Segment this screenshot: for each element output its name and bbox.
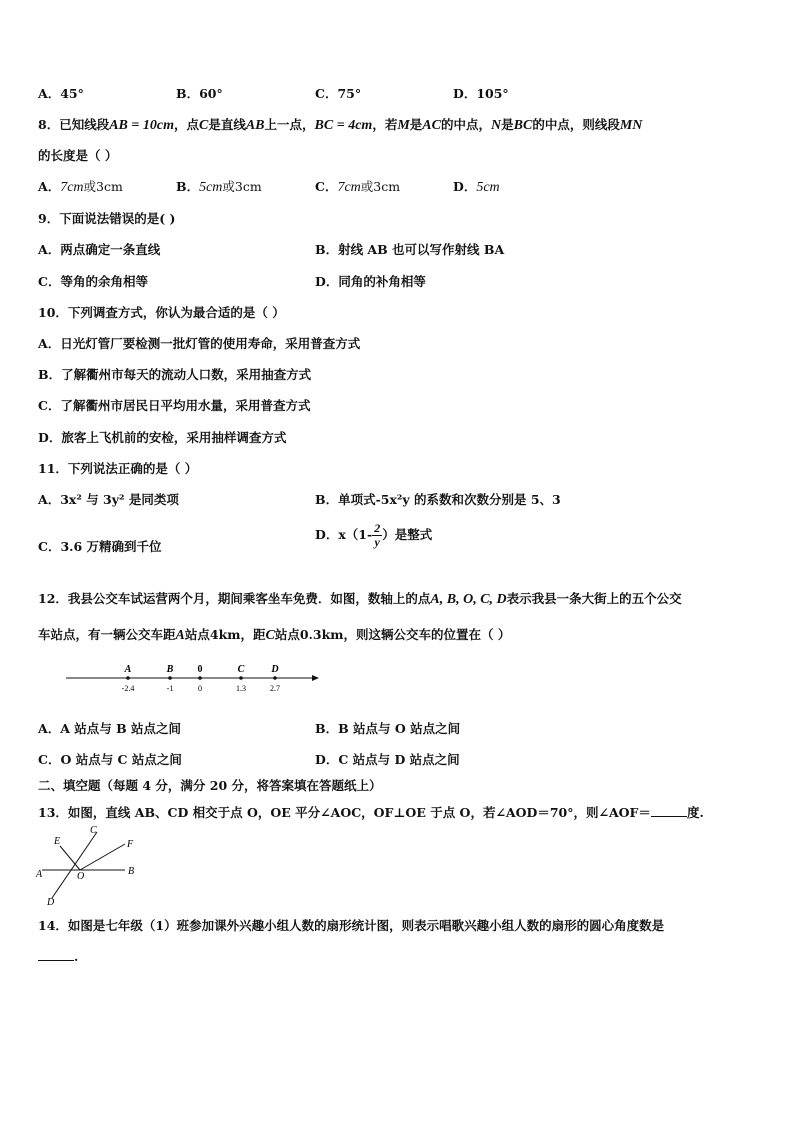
svg-text:O: O — [77, 871, 85, 882]
q8-option-d: D．5cm — [453, 179, 500, 195]
answer-blank — [651, 806, 687, 817]
svg-text:0: 0 — [198, 684, 202, 693]
q11-option-b: B．单项式-5x²y 的系数和次数分别是 5、3 — [315, 492, 561, 507]
q13-intersecting-lines-figure — [30, 822, 150, 908]
q8-stem-line2: 的长度是（ ） — [38, 148, 118, 163]
q9-option-c: C．等角的余角相等 — [38, 274, 148, 289]
q8-option-c: C．7cm或3cm — [315, 179, 401, 195]
fraction-2-over-y: $\frac{2}{y}$ — [374, 521, 381, 549]
svg-text:C: C — [90, 825, 97, 836]
q14-stem: 14．如图是七年级（1）班参加课外兴趣小组人数的扇形统计图，则表示唱歌兴趣小组人数的扇形的圆心角度数是 — [38, 918, 665, 933]
svg-text:C: C — [237, 664, 245, 675]
svg-text:A: A — [124, 664, 132, 675]
svg-text:D: D — [47, 897, 55, 908]
q9-option-d: D．同角的补角相等 — [315, 274, 426, 289]
section-heading-fill-in: 二、填空题（每题 4 分，满分 20 分，将答案填在答题纸上） — [38, 778, 382, 793]
ray-oe — [60, 846, 80, 870]
q10-option-a: A．日光灯管厂要检测一批灯管的使用寿命，采用普查方式 — [38, 336, 361, 351]
q12-option-a: A．A 站点与 B 站点之间 — [38, 721, 182, 736]
svg-text:2.7: 2.7 — [270, 684, 280, 693]
q12-option-d: D．C 站点与 D 站点之间 — [315, 752, 460, 767]
q14-answer-line: . — [38, 949, 78, 964]
svg-text:-2.4: -2.4 — [121, 684, 135, 693]
q9-option-b: B．射线 AB 也可以写作射线 BA — [315, 242, 505, 257]
svg-text:B: B — [128, 866, 135, 877]
q10-option-d: D．旅客上飞机前的安检，采用抽样调查方式 — [38, 430, 287, 445]
svg-text:0: 0 — [197, 664, 203, 675]
q7-option-c: C．75° — [315, 86, 362, 101]
q13-stem: 13．如图，直线 AB、CD 相交于点 O，OE 平分∠AOC，OF⊥OE 于点 O，若∠AOD＝70°，则∠AOF＝ 度. — [38, 805, 704, 820]
q11-option-a: A．3x² 与 3y² 是同类项 — [38, 492, 179, 507]
q10-stem: 10．下列调查方式，你认为最合适的是（ ） — [38, 305, 285, 320]
q7-option-d: D．105° — [453, 86, 509, 101]
svg-text:B: B — [166, 664, 174, 675]
number-line-figure — [60, 658, 322, 698]
q8-option-a: A．7cm或3cm — [38, 179, 123, 195]
q8-stem-line1: 8．已知线段AB = 10cm，点C是直线AB上一点，BC = 4cm，若M是AC的中点，N是BC的中点，则线段MN — [38, 117, 643, 133]
q12-option-c: C．O 站点与 C 站点之间 — [38, 752, 182, 767]
q11-stem: 11．下列说法正确的是（ ） — [38, 461, 198, 476]
q12-stem-line2: 车站点，有一辆公交车距A站点4km，距C站点0.3km，则这辆公交车的位置在（ ） — [38, 627, 511, 643]
q9-option-a: A．两点确定一条直线 — [38, 242, 161, 257]
q12-stem-line1: 12．我县公交车试运营两个月，期间乘客坐车免费．如图，数轴上的点A, B, O, C, D表示我县一条大街上的五个公交 — [38, 591, 682, 607]
svg-text:A: A — [36, 869, 43, 880]
q11-option-c: C．3.6 万精确到千位 — [38, 539, 162, 554]
svg-text:1.3: 1.3 — [236, 684, 246, 693]
q10-option-b: B．了解衢州市每天的流动人口数，采用抽查方式 — [38, 367, 312, 382]
q10-option-c: C．了解衢州市居民日平均用水量，采用普查方式 — [38, 398, 311, 413]
q11-option-d: D．x（1- $\frac{2}{y}$ ）是整式 — [315, 521, 433, 549]
q7-option-b: B．60° — [176, 86, 223, 101]
q12-option-b: B．B 站点与 O 站点之间 — [315, 721, 461, 736]
answer-blank — [38, 950, 74, 961]
q9-stem: 9．下面说法错误的是( ) — [38, 211, 176, 226]
svg-text:D: D — [271, 664, 279, 675]
svg-text:E: E — [54, 836, 61, 847]
svg-text:-1: -1 — [166, 684, 174, 693]
q7-option-a: A．45° — [38, 86, 84, 101]
q8-option-b: B．5cm或3cm — [176, 179, 262, 195]
arrow-right-icon — [312, 675, 319, 681]
svg-text:F: F — [127, 839, 134, 850]
